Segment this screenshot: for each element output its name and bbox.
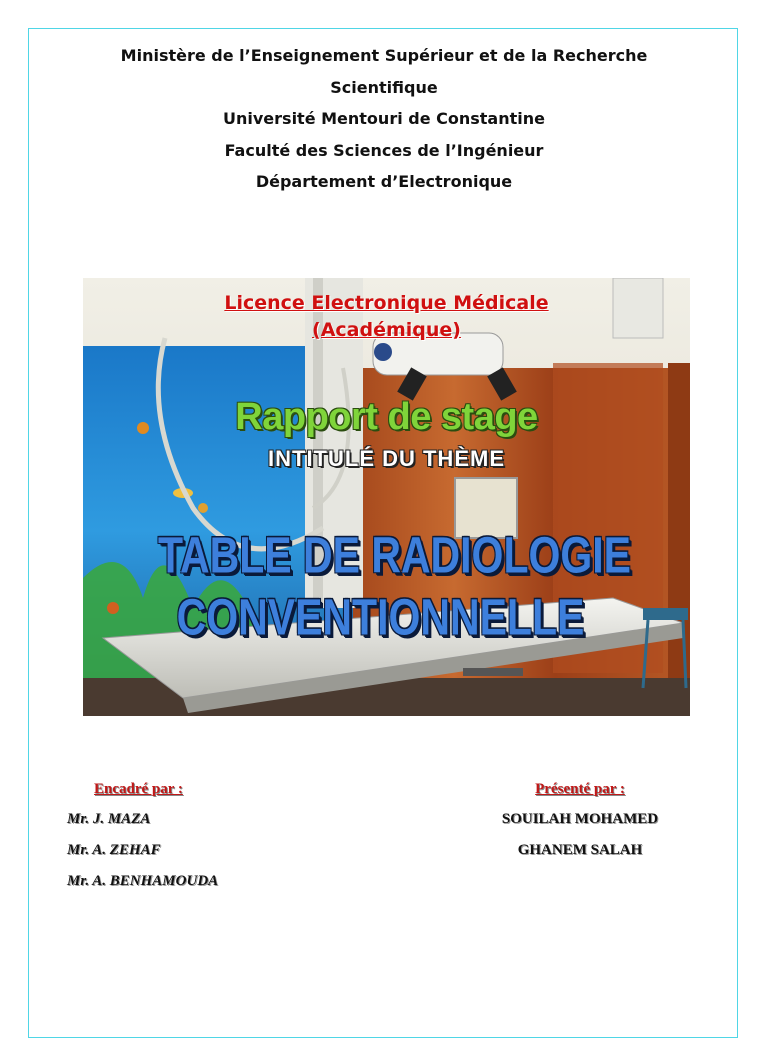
- supervisor-name: Mr. A. BENHAMOUDA: [67, 873, 219, 889]
- authors-label: Présenté par :: [535, 781, 625, 797]
- theme-title-line1: TABLE DE RADIOLOGIE: [157, 526, 632, 584]
- theme-title-line2: CONVENTIONNELLE: [176, 588, 585, 646]
- university-name: Université Mentouri de Constantine: [223, 109, 545, 128]
- ministry-line-cont: Scientifique: [330, 77, 438, 97]
- faculty-name: Faculté des Sciences de l’Ingénieur: [224, 140, 544, 160]
- licence-line: Licence Electronique Médicale: [224, 292, 549, 314]
- author-name: SOUILAH MOHAMED: [501, 811, 659, 827]
- department-name: Département d’Electronique: [255, 172, 513, 191]
- ministry-line: Ministère de l’Enseignement Supérieur et de la Recherche: [120, 46, 648, 65]
- supervisors-label: Encadré par :: [94, 781, 183, 797]
- supervisor-name: Mr. A. ZEHAF: [67, 842, 161, 858]
- supervisors-block: [67, 778, 218, 897]
- author-name: GHANEM SALAH: [517, 842, 643, 858]
- institution-header: [28, 40, 740, 198]
- theme-heading: INTITULÉ DU THÈME: [268, 446, 505, 471]
- report-title: Rapport de stage: [235, 396, 538, 438]
- authors-block: [480, 778, 680, 866]
- licence-qualifier: (Académique): [312, 319, 461, 341]
- licence-title: [83, 290, 690, 344]
- supervisor-name: Mr. J. MAZA: [67, 811, 151, 827]
- cover-image: [83, 278, 690, 716]
